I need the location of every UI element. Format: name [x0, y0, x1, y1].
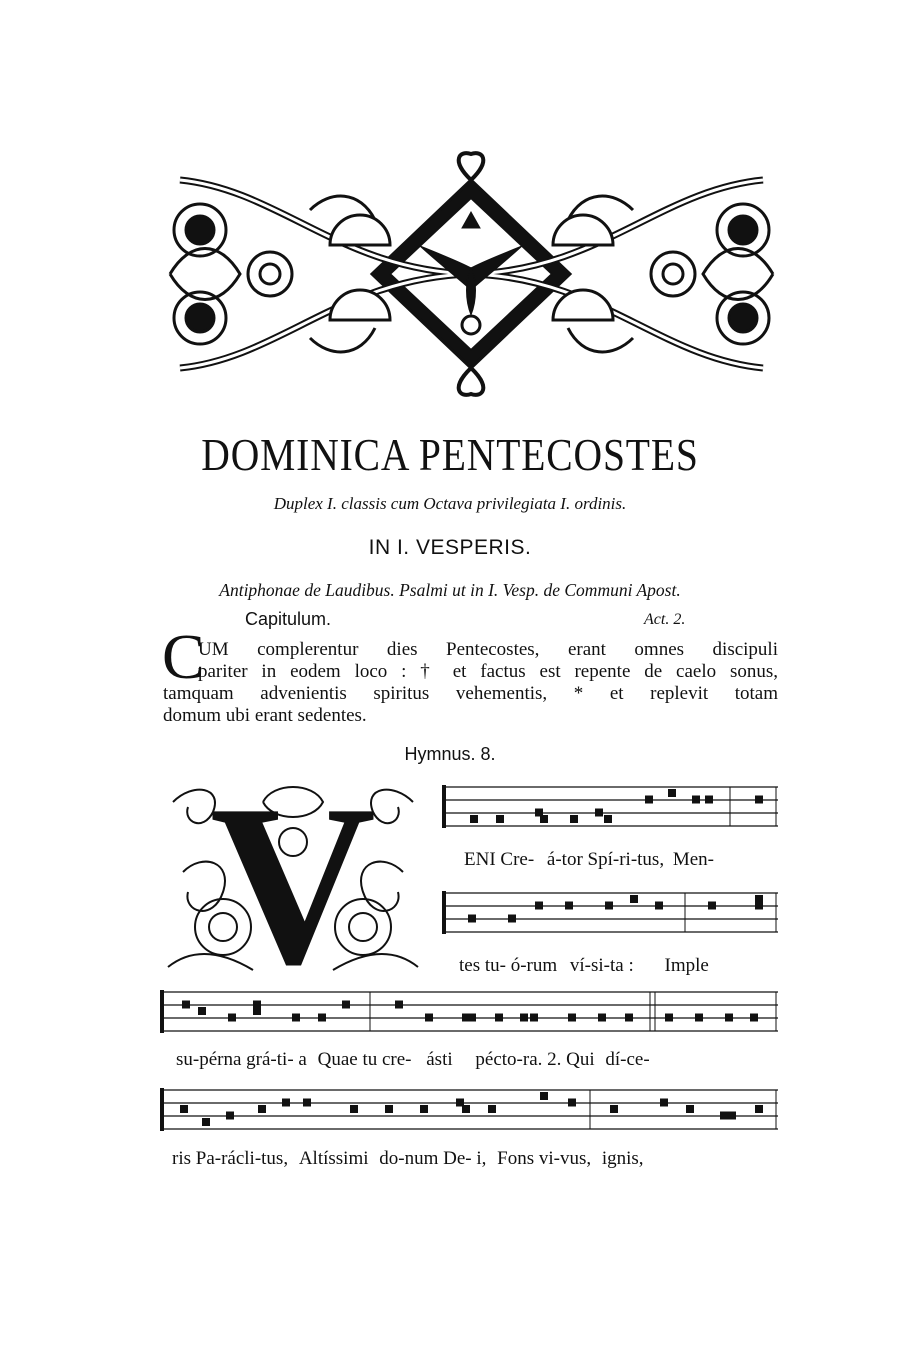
neume: [495, 1014, 503, 1022]
neume: [598, 1014, 606, 1022]
neume: [253, 1007, 261, 1015]
syllable: De-: [443, 1148, 472, 1169]
neume: [350, 1105, 358, 1113]
neume: [604, 815, 612, 823]
capitulum-label: Capitulum.: [245, 609, 332, 629]
neume: [625, 1014, 633, 1022]
neume: [692, 796, 700, 804]
neume: [565, 902, 573, 910]
neume: [182, 1001, 190, 1009]
neume: [595, 809, 603, 817]
syllable: ignis,: [601, 1148, 644, 1169]
syllable: tu: [362, 1049, 378, 1070]
neume: [462, 1105, 470, 1113]
neume: [180, 1105, 188, 1113]
page-title: DOMINICA PENTECOSTES: [201, 429, 699, 480]
neume: [630, 895, 638, 903]
hymnus-heading: Hymnus. 8.: [404, 744, 496, 764]
syllable: Quae: [317, 1049, 358, 1070]
syllable: :: [628, 955, 634, 976]
neume: [695, 1014, 703, 1022]
syllable: Pa-rácli-tus,: [195, 1148, 289, 1169]
neume: [720, 1112, 728, 1120]
lyric-line-4: [172, 1148, 644, 1170]
neume: [610, 1105, 618, 1113]
syllable: cre-: [381, 1049, 412, 1070]
syllable: Qui: [566, 1049, 595, 1070]
neume: [530, 1014, 538, 1022]
feast-rank: Duplex I. classis cum Octava privilegiata I. ordinis.: [273, 494, 627, 513]
syllable: 2.: [547, 1049, 562, 1070]
neume: [508, 915, 516, 923]
capitulum-reference: Act. 2.: [644, 611, 686, 628]
syllable: grá-ti-: [246, 1049, 294, 1070]
neume: [755, 1105, 763, 1113]
neume: [395, 1001, 403, 1009]
initial-letter: V: [209, 782, 377, 974]
syllable: pécto-ra.: [475, 1049, 543, 1070]
capitulum-line: UM complerentur dies Pentecostes, erant omnes discipuli: [198, 639, 778, 660]
neume: [686, 1105, 694, 1113]
neume: [202, 1118, 210, 1126]
syllable: do-num: [379, 1148, 439, 1169]
neume: [318, 1014, 326, 1022]
syllable: ENI: [464, 849, 496, 870]
syllable: á-tor: [546, 849, 583, 870]
syllable: su-pérna: [176, 1049, 242, 1070]
neume: [728, 1112, 736, 1120]
syllable: tu-: [484, 955, 506, 976]
neume: [755, 895, 763, 903]
neume: [292, 1014, 300, 1022]
neume: [425, 1014, 433, 1022]
neume: [470, 815, 478, 823]
neume: [570, 815, 578, 823]
neume: [655, 902, 663, 910]
neume: [665, 1014, 673, 1022]
drop-cap: C: [162, 621, 205, 692]
syllable: tes: [459, 955, 481, 976]
neume: [385, 1105, 393, 1113]
neume: [540, 815, 548, 823]
neume: [660, 1099, 668, 1107]
capitulum-line: domum ubi erant sedentes.: [163, 705, 367, 726]
syllable: Cre-: [500, 849, 535, 870]
neume: [568, 1014, 576, 1022]
capitulum-line: tamquam advenientis spiritus vehementis, * et replevit totam: [163, 683, 778, 704]
neume: [750, 1014, 758, 1022]
neume: [668, 789, 676, 797]
neume: [496, 815, 504, 823]
neume: [488, 1105, 496, 1113]
syllable: ó-rum: [510, 955, 558, 976]
lyric-line-2: [459, 955, 709, 977]
neume: [468, 1014, 476, 1022]
syllable: ásti: [426, 1049, 453, 1070]
neume: [198, 1007, 206, 1015]
syllable: Men-: [672, 849, 714, 870]
rubric: Antiphonae de Laudibus. Psalmi ut in I. Vesp. de Communi Apost.: [219, 580, 681, 600]
neume: [282, 1099, 290, 1107]
syllable: a: [298, 1049, 307, 1070]
neume: [605, 902, 613, 910]
neume: [303, 1099, 311, 1107]
neume: [725, 1014, 733, 1022]
section-heading: IN I. VESPERIS.: [368, 536, 532, 559]
neume: [258, 1105, 266, 1113]
neume: [228, 1014, 236, 1022]
lyric-line-1: [464, 849, 776, 871]
neume: [420, 1105, 428, 1113]
neume: [540, 1092, 548, 1100]
neume: [705, 796, 713, 804]
syllable: Imple: [664, 955, 709, 976]
neume: [520, 1014, 528, 1022]
neume: [708, 902, 716, 910]
neume: [226, 1112, 234, 1120]
capitulum-line: pariter in eodem loco : † et factus est repente de caelo sonus,: [198, 661, 778, 682]
syllable: dí-ce-: [605, 1049, 650, 1070]
syllable: i,: [476, 1148, 487, 1169]
syllable: vi-vus,: [538, 1148, 592, 1169]
neume: [755, 796, 763, 804]
neume: [342, 1001, 350, 1009]
syllable: Fons: [497, 1148, 535, 1169]
neume: [535, 902, 543, 910]
syllable: ví-si-ta: [569, 955, 624, 976]
neume: [645, 796, 653, 804]
neume: [568, 1099, 576, 1107]
lyric-line-3: [176, 1049, 650, 1071]
syllable: Spí-ri-tus,: [587, 849, 665, 870]
syllable: Altíssimi: [298, 1148, 369, 1169]
neume: [468, 915, 476, 923]
syllable: ris: [172, 1148, 191, 1169]
